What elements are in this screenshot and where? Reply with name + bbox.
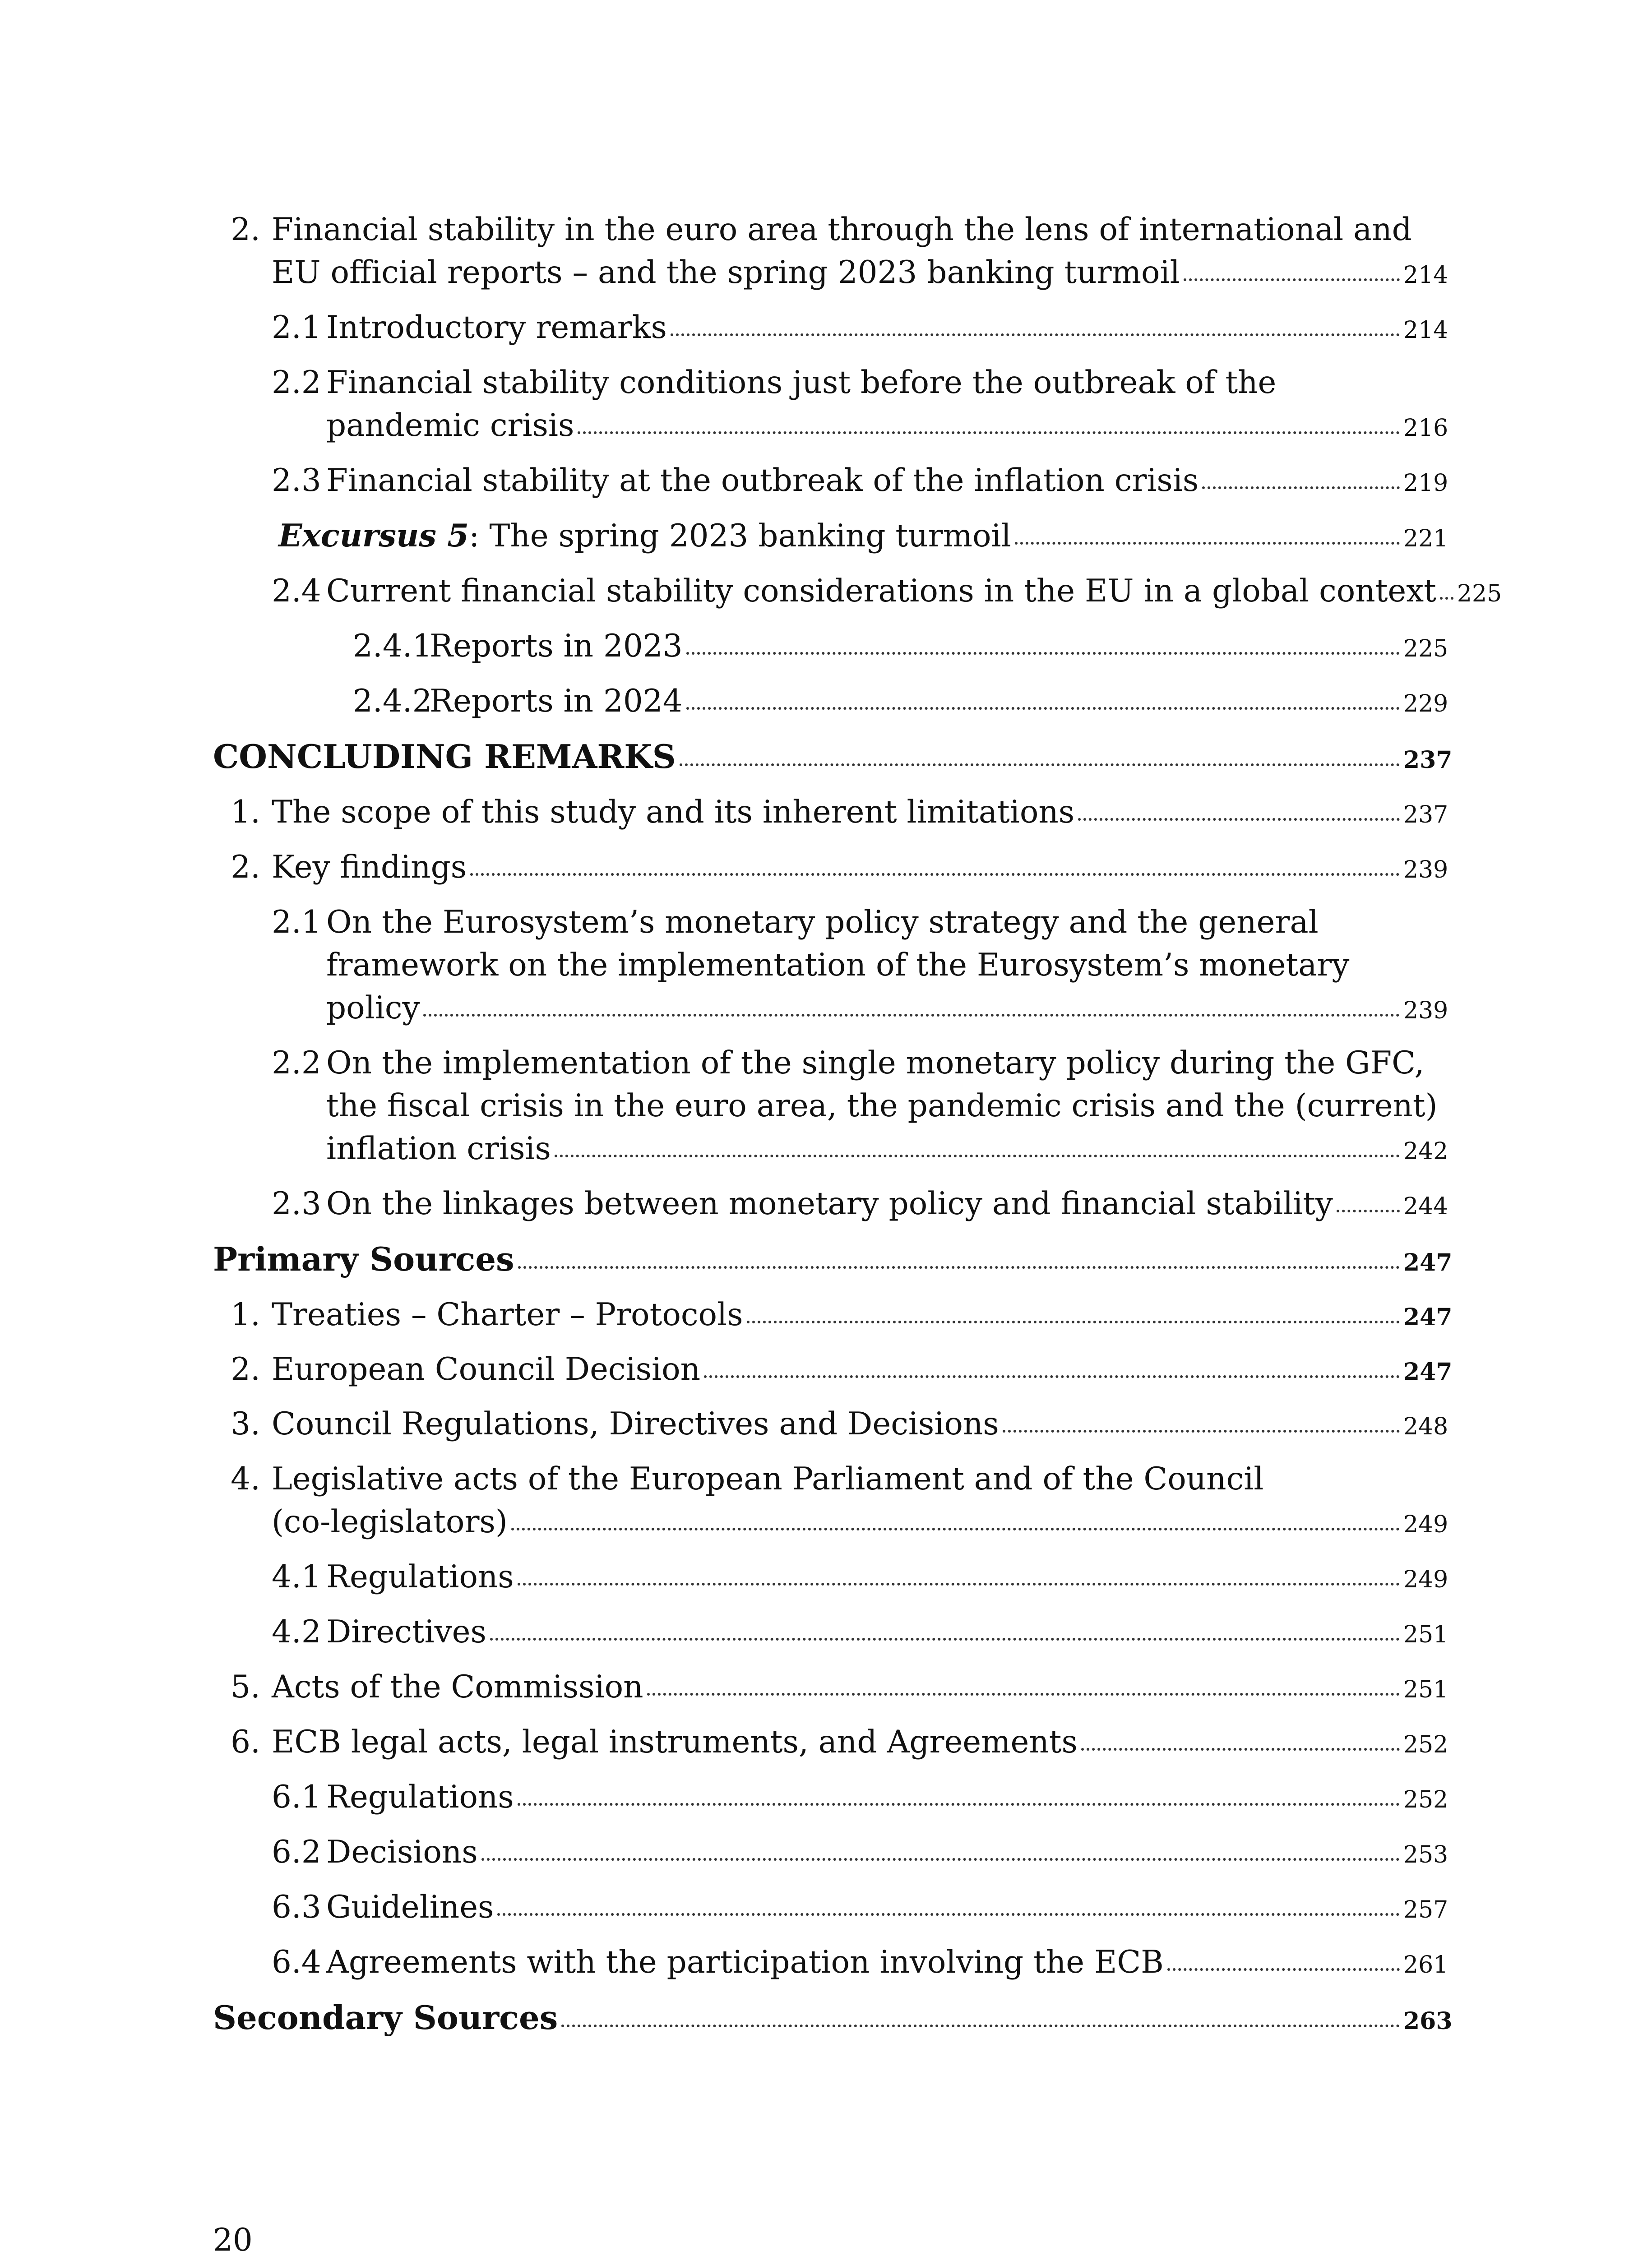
toc-entry-title-line: Financial stability conditions just before the outbreak of the [326,365,1277,401]
toc-page-number: 225 [1457,580,1502,607]
toc-entry[interactable] [213,1556,1448,1601]
dot-leader [490,1637,1400,1641]
toc-entry-title: Reports in 2023 [430,628,683,664]
toc-page-number: 261 [1403,1951,1448,1979]
page-number: 20 [213,2222,253,2256]
toc-page-number: 229 [1403,690,1448,717]
toc-entry-title: European Council Decision [272,1351,701,1387]
toc-entry-title: inflation crisis [326,1131,551,1167]
toc-entry[interactable] [213,1886,1448,1932]
toc-entry[interactable] [213,208,1448,297]
toc-page-number: 252 [1403,1731,1448,1758]
toc-entry-number: 3. [231,1406,260,1442]
dot-leader [561,2024,1400,2027]
toc-entry[interactable] [213,1776,1448,1821]
dot-leader [511,1527,1400,1530]
toc-entry-title: Introductory remarks [326,310,667,346]
toc-page-number: 221 [1403,525,1448,552]
toc-page-number: 252 [1403,1786,1448,1813]
dot-leader [518,1265,1400,1269]
toc-entry-title: Decisions [326,1834,478,1870]
excursus-label: Excursus 5 [278,518,469,554]
toc-page-number: 242 [1403,1138,1448,1165]
dot-leader [747,1320,1400,1323]
toc-entry-number: 2.1 [272,904,321,940]
toc-entry[interactable] [213,514,1448,560]
dot-leader [1167,1967,1400,1971]
toc-page-number: 225 [1403,635,1448,662]
toc-entry[interactable] [213,1238,1453,1284]
dot-leader [1015,541,1400,545]
dot-leader [1184,277,1400,281]
toc-entry-title: Acts of the Commission [272,1669,643,1705]
toc-entry[interactable] [213,1458,1448,1546]
toc-entry-title: The scope of this study and its inherent limitations [272,794,1075,830]
toc-entry-title-line: On the implementation of the single monetary policy during the GFC, [326,1045,1425,1081]
toc-entry-number: 4.2 [272,1614,321,1650]
dot-leader [686,651,1400,655]
toc-entry-title: Key findings [272,849,467,885]
toc-entry-number: 6.3 [272,1889,321,1925]
toc-entry-title: Reports in 2024 [430,683,683,719]
toc-entry-title: Directives [326,1614,486,1650]
toc-entry[interactable] [213,570,1502,615]
toc-page-number: 263 [1403,2007,1453,2035]
toc-entry-number: 1. [231,1297,260,1333]
toc-entry-number: 2.2 [272,365,321,401]
toc-entry-title: Agreements with the participation involving the ECB [326,1944,1164,1980]
toc-entry-title: EU official reports – and the spring 2023 banking turmoil [272,254,1180,291]
toc-page-number: 257 [1403,1896,1448,1923]
toc-entry-title-line: the fiscal crisis in the euro area, the pandemic crisis and the (current) [326,1088,1438,1124]
toc-entry-number: 2.2 [272,1045,321,1081]
dot-leader [647,1692,1400,1696]
toc-entry[interactable] [213,735,1453,781]
toc-page-number: 249 [1403,1566,1448,1593]
dot-leader [555,1154,1400,1157]
toc-entry-title: Current financial stability considerations in the EU in a global context [326,573,1436,609]
toc-entry[interactable] [213,306,1448,352]
toc-entry-title: (co-legislators) [272,1504,508,1540]
toc-entry-number: 2.4 [272,573,321,609]
toc-entry-number: 2.3 [272,1186,321,1222]
toc-entry-title: Regulations [326,1559,514,1595]
dot-leader [518,1582,1400,1586]
toc-entry-title-line: framework on the implementation of the Eurosystem’s monetary [326,947,1350,983]
toc-entry[interactable] [213,1403,1448,1448]
toc-entry[interactable] [213,1348,1453,1393]
toc-entry-title: Regulations [326,1779,514,1815]
toc-entry[interactable] [213,1611,1448,1656]
toc-entry-number: 2.4.2 [353,683,432,719]
toc-entry-title: policy [326,990,420,1026]
dot-leader [470,872,1400,876]
toc-entry-number: 4.1 [272,1559,321,1595]
dot-leader [680,763,1400,766]
toc-entry-title: CONCLUDING REMARKS [213,737,676,776]
toc-entry[interactable] [213,625,1448,670]
toc-entry[interactable] [213,1183,1448,1228]
dot-leader [1078,817,1400,821]
toc-entry[interactable] [213,901,1448,1032]
toc-page-number: 244 [1403,1193,1448,1220]
toc-entry-title-line: On the Eurosystem’s monetary policy strategy and the general [326,904,1319,940]
toc-entry[interactable] [213,459,1448,505]
toc-entry-title: pandemic crisis [326,407,574,444]
toc-page-number: 251 [1403,1676,1448,1703]
toc-entry[interactable] [213,1666,1448,1711]
toc-entry-number: 2.1 [272,310,321,346]
dot-leader [481,1857,1400,1861]
toc-entry-number: 5. [231,1669,260,1705]
toc-page-number: 239 [1403,997,1448,1024]
toc-entry-title: Financial stability at the outbreak of the inflation crisis [326,462,1199,499]
toc-entry[interactable] [213,1042,1448,1173]
toc-entry[interactable] [213,1831,1448,1877]
toc-entry[interactable] [213,791,1448,837]
toc-entry-number: 6.1 [272,1779,321,1815]
toc-page-number: 237 [1403,801,1448,828]
dot-leader [1003,1429,1400,1433]
toc-entry-title: Treaties – Charter – Protocols [272,1297,743,1333]
toc-entry[interactable] [213,1721,1448,1766]
toc-entry[interactable] [213,361,1448,450]
toc-entry-number: 4. [231,1461,260,1497]
toc-entry-number: 2. [231,212,260,248]
toc-page-number: 248 [1403,1413,1448,1440]
toc-entry-number: 6. [231,1724,260,1760]
toc-page-number: 247 [1403,1358,1453,1386]
toc-page-number: 214 [1403,317,1448,344]
toc-entry[interactable] [213,1941,1448,1987]
dot-leader [671,333,1400,336]
dot-leader [1337,1209,1400,1212]
dot-leader [1440,596,1453,600]
toc-page-number: 251 [1403,1621,1448,1648]
toc-entry-title-rest: : The spring 2023 banking turmoil [469,518,1011,554]
toc-entry-number: 6.4 [272,1944,321,1980]
toc-entry-number: 2.4.1 [353,628,432,664]
toc-entry[interactable] [213,846,1448,892]
toc-page-number: 247 [1403,1304,1453,1331]
toc-page-number: 239 [1403,856,1448,883]
dot-leader [518,1802,1400,1806]
toc-page-number: 219 [1403,470,1448,497]
dot-leader [704,1374,1400,1378]
toc-entry-number: 2.3 [272,462,321,499]
toc-entry-title: Council Regulations, Directives and Decisions [272,1406,999,1442]
toc-entry-title-line: Legislative acts of the European Parliament and of the Council [272,1461,1264,1497]
toc-page-number: 216 [1403,415,1448,442]
toc-entry-number: 1. [231,794,260,830]
toc-page-number: 249 [1403,1511,1448,1538]
dot-leader [578,430,1400,434]
toc-page-number: 237 [1403,746,1453,774]
toc-entry-title-line: Financial stability in the euro area through the lens of international and [272,212,1412,248]
dot-leader [686,706,1400,710]
dot-leader [1081,1747,1400,1751]
toc-entry-title: Secondary Sources [213,1998,558,2037]
dot-leader [1202,485,1400,489]
dot-leader [497,1912,1400,1916]
toc-entry-number: 2. [231,849,260,885]
toc-entry-number: 2. [231,1351,260,1387]
toc-entry[interactable] [213,1294,1453,1339]
toc-entry[interactable] [213,680,1448,726]
dot-leader [423,1013,1400,1017]
table-of-contents [213,208,1502,2052]
toc-entry-title: On the linkages between monetary policy and financial stability [326,1186,1333,1222]
toc-entry-title: Primary Sources [213,1240,514,1278]
toc-page-number: 214 [1403,262,1448,289]
toc-page-number: 253 [1403,1841,1448,1868]
toc-entry-number: 6.2 [272,1834,321,1870]
toc-entry[interactable] [213,1996,1453,2043]
toc-entry-title [278,514,1011,558]
toc-entry-title: ECB legal acts, legal instruments, and Agreements [272,1724,1078,1760]
toc-page-number: 247 [1403,1249,1453,1276]
toc-entry-title: Guidelines [326,1889,494,1925]
